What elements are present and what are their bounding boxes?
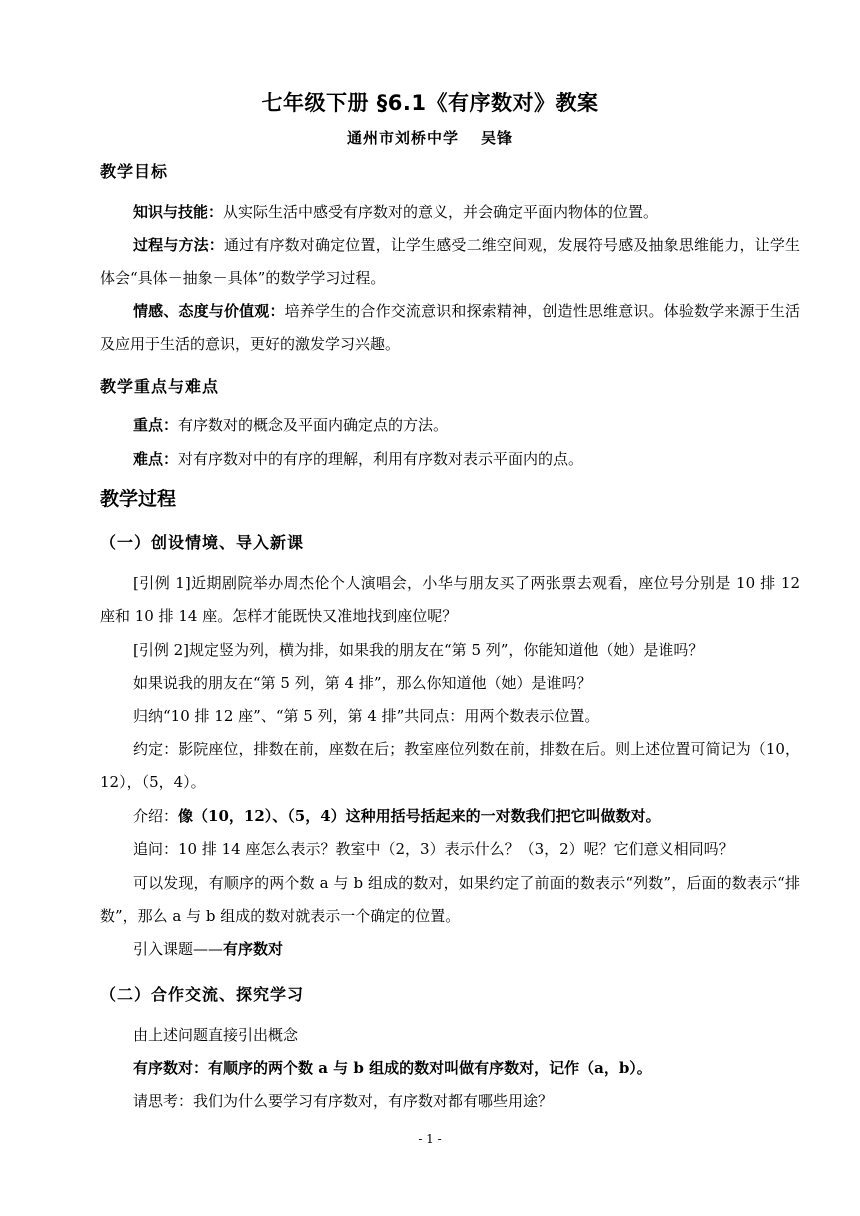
part1-introduction bbox=[100, 800, 800, 833]
document-title: 七年级下册 §6.1《有序数对》教案 bbox=[261, 91, 599, 115]
part2-definition-bold: 有序数对：有顺序的两个数 a 与 b 组成的数对叫做有序数对，记作（a，b）。 bbox=[133, 1059, 652, 1077]
goal-attitude-text: 培养学生的合作交流意识和探索精神，创造性思维意识。体验数学来源于生活及应用于生活的意识，更好的激发学习兴趣。 bbox=[100, 302, 800, 353]
author-name: 吴锋 bbox=[481, 129, 514, 147]
part1-example2: [引例 2]规定竖为列，横为排，如果我的朋友在“第 5 列”，你能知道他（她）是谁吗？ bbox=[133, 641, 704, 659]
key-point bbox=[100, 409, 800, 442]
page-number: - 1 - bbox=[418, 1132, 442, 1146]
section-heading-goals: 教学目标 bbox=[100, 162, 169, 181]
part2-lead: 由上述问题直接引出概念 bbox=[133, 1026, 299, 1044]
part1-convention: 约定：影院座位，排数在前，座数在后；教室座位列数在前，排数在后。则上述位置可简记为（10，12），（5，4）。 bbox=[100, 740, 800, 791]
part1-topic-intro bbox=[100, 933, 800, 966]
part1-introduction-bold: 像（10，12）、（5，4）这种用括号括起来的一对数我们把它叫做数对。 bbox=[178, 807, 661, 825]
author-line bbox=[0, 127, 860, 149]
author-school: 通州市刘桥中学 bbox=[346, 129, 459, 147]
part1-introduction-label: 介绍： bbox=[133, 807, 179, 825]
part1-summary: 归纳“10 排 12 座”、“第 5 列，第 4 排”共同点：用两个数表示位置。 bbox=[133, 707, 600, 725]
goal-attitude bbox=[100, 295, 800, 361]
subheading-part2: （二）合作交流、探究学习 bbox=[100, 985, 305, 1004]
difficult-point bbox=[100, 443, 800, 476]
part2-definition bbox=[100, 1052, 800, 1085]
subheading-part1: （一）创设情境、导入新课 bbox=[100, 533, 305, 552]
part1-question: 如果说我的朋友在“第 5 列，第 4 排”，那么你知道他（她）是谁吗？ bbox=[133, 674, 592, 692]
key-point-text: 有序数对的概念及平面内确定点的方法。 bbox=[178, 416, 449, 434]
goal-process-text: 通过有序数对确定位置，让学生感受二维空间观，发展符号感及抽象思维能力，让学生体会“具体－抽象－具体”的数学学习过程。 bbox=[100, 236, 800, 287]
part1-follow-up: 追问：10 排 14 座怎么表示？教室中（2，3）表示什么？（3，2）呢？它们意义相同吗？ bbox=[133, 840, 734, 858]
part1-discovery: 可以发现，有顺序的两个数 a 与 b 组成的数对，如果约定了前面的数表示“列数”，后面的数表示“排数”，那么 a 与 b 组成的数对就表示一个确定的位置。 bbox=[100, 874, 800, 925]
part1-topic-bold: 有序数对 bbox=[223, 940, 284, 958]
goal-knowledge-label: 知识与技能： bbox=[133, 203, 224, 221]
section-heading-key-points: 教学重点与难点 bbox=[100, 377, 220, 396]
difficult-point-text: 对有序数对中的有序的理解，利用有序数对表示平面内的点。 bbox=[178, 450, 584, 468]
goal-knowledge bbox=[100, 196, 800, 229]
key-point-label: 重点： bbox=[133, 416, 179, 434]
goal-attitude-label: 情感、态度与价值观： bbox=[133, 302, 285, 320]
goal-knowledge-text: 从实际生活中感受有序数对的意义，并会确定平面内物体的位置。 bbox=[223, 203, 659, 221]
goal-process bbox=[100, 229, 800, 295]
part2-think: 请思考：我们为什么要学习有序数对，有序数对都有哪些用途？ bbox=[133, 1092, 554, 1110]
goal-process-label: 过程与方法： bbox=[133, 236, 224, 254]
part1-topic-label: 引入课题—— bbox=[133, 940, 224, 958]
part1-example1: [引例 1]近期剧院举办周杰伦个人演唱会，小华与朋友买了两张票去观看，座位号分别是 10 排 12 座和 10 排 14 座。怎样才能既快又准地找到座位呢？ bbox=[100, 574, 800, 625]
section-heading-process: 教学过程 bbox=[100, 488, 177, 510]
difficult-point-label: 难点： bbox=[133, 450, 179, 468]
